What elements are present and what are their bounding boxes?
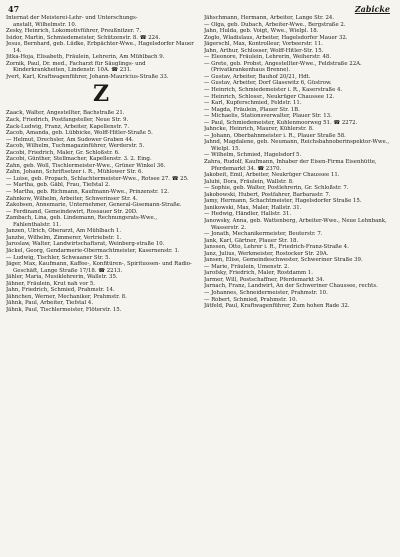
directory-entry: — Marie, Fräulein, Umenstr. 2.: [204, 263, 290, 270]
directory-entry: — Gustav, Arbeiter, Dorf Glasewitz 6, Güstrow.: [204, 80, 332, 87]
left-column: [6, 15, 196, 553]
directory-entry: Jähnchen, Werner, Mechaniker, Prahmstr. 8.: [6, 293, 127, 300]
directory-entry: Zacob, Wilhelm, Tuchmagazinführer, Werderstr. 5.: [6, 143, 145, 150]
directory-entry: Jamy, Hermann, Schachtmeister, Hagelsdorfer Straße 15.: [204, 198, 362, 205]
directory-entry: Janikowski, Max, Maler, Hallstr. 31.: [204, 204, 302, 211]
directory-entry: Jähner, Fräulein, Krut nah vor 5.: [6, 280, 96, 287]
directory-entry: — Eleonore, Fräulein, Lehrerin, Weiherstr. 48.: [204, 54, 332, 61]
directory-entry: — Grete, geb. Probst, Angestellter-Wwe., Feldstraße 22A. (Privatkrankenhaus Brenne).: [204, 60, 362, 74]
directory-entry: Jesus, Bernhard, geb. Lüdke, Erbpächter-Wwe., Hagelsdorfer Mauer 14.: [6, 41, 194, 54]
page-number: 47: [8, 4, 20, 14]
directory-entry: — Wilhelm, Schmied, Hagelsdorf 5.: [204, 152, 302, 159]
left-entries-after: [6, 110, 196, 313]
directory-entry: Jahn, Arthur, Schlosser, Wolff-Hitler-Str. 15.: [204, 47, 324, 54]
directory-entry: Janz, Julius, Werkmeister, Rostocker Str. 29A.: [204, 250, 329, 257]
directory-entry: Zacobi, Günther, Stellmacher, Kapellenstr. 3. 2. Eing.: [6, 156, 152, 163]
directory-entry: Jakobowski, Hubert, Postfahrer, Barbarastr. 7.: [204, 191, 331, 198]
directory-entry: — Luise, geb. Propach, Schlachtermeister-Wwe., Rotsee 27. ☎ 25.: [6, 175, 189, 182]
directory-entry: Jaroslaw, Walter, Landwirtschaftsrat, Weinberg-straße 10.: [6, 241, 165, 248]
directory-entry: — Magda, Fräulein, Plauer Str. 1B.: [204, 106, 300, 113]
directory-entry: — Robert, Schmied, Prahmstr. 10.: [204, 296, 298, 303]
directory-entry: Jäger, Max, Kaufmann, Kaffee-, Konfitüren-, Spirituosen- und Radio-Geschäft, Lange Straße 17/18. ☎ 2213.: [6, 261, 192, 274]
directory-entry: — Karl, Kupferschmied, Feldstr. 11.: [204, 100, 302, 107]
directory-entry: — Paul, Schmiedemeister, Kuhlenmoorweg 51. ☎ 2272.: [204, 119, 358, 126]
directory-entry: Isidor, Martin, Schmiedemeister, Schützenstr. 8. ☎ 224.: [6, 34, 161, 41]
directory-entry: Zack-Ludwig, Franz, Arbeiter, Kapellenstr. 7.: [6, 123, 130, 130]
directory-entry: — Martha, geb. Richmann, Kaufmann-Wwe., Prinzenstr. 12.: [6, 189, 169, 196]
directory-entry: Jägerschl, Max, Kontrolleur, Vorbeerstr. 11.: [204, 41, 323, 48]
directory-entry: Jahnd, Magdalene, geb. Neumann, Reichsbahnoberinspektor-Wwe., Wielpl. 15.: [204, 139, 390, 152]
right-column: [204, 15, 394, 553]
directory-entry: Jalubi, Dora, Fräulein, Wallstr. 8.: [204, 178, 294, 185]
directory-entry: Jansen, Elise, Gemeindeschwester, Schweriner Straße 39.: [204, 257, 363, 264]
directory-entry: Janzen, Ulrich, Oberarzt, Am Mühlbach 1.: [6, 228, 122, 235]
directory-entry: — Jonath, Mechanikermeister, Beuterstr. 7.: [204, 231, 323, 238]
directory-entry: Zahn, Johann, Schriftsetzer i. R., Mühlower Str. 6.: [6, 169, 144, 176]
directory-entry: Jahn, Hulda, geb. Voigt, Wwe., Wielpl. 18.: [204, 28, 319, 35]
directory-entry: — Heinrich, Schmiedemeister i. R., Kaserstraße 4.: [204, 87, 343, 94]
directory-entry: Zaack, Walter, Angestellter, Bachstraße 21.: [6, 110, 125, 117]
directory-entry: — Helmut, Drechsler, Am Sudower Graben 44.: [6, 136, 134, 143]
directory-entry: — Michaelis, Stationsverwalter, Plauer Str. 13.: [204, 113, 332, 120]
directory-entry: Jarofsky, Friedrich, Maler, Rostdamm 1.: [204, 270, 313, 277]
running-head: Zabicke: [354, 4, 390, 14]
directory-entry: Jähnk, Paul, Tischlermeister, Flöterstr. 15.: [6, 306, 122, 313]
directory-entry: Zornik, Paul, Dr. med., Facharzt für Säuglings- und Kinderkrankheiten, Lindenstr. 10A. ☎ 231.: [6, 60, 146, 74]
directory-entry: Janzhe, Wilhelm, Zimmerer, Vertriebstr. 1.: [6, 234, 122, 241]
page-header: [6, 4, 394, 15]
directory-entry: Zahra, Rudolf, Kaufmann, Inhaber der Eisen-Firma Eisenhütte, Pferdemarkt 34. ☎ 2370.: [204, 159, 377, 172]
directory-entry: — Olga, geb. Dubach, Arbeiter-Wwe., Bergstraße 2.: [204, 21, 346, 28]
directory-entry: Jvert, Karl, Kraftwagenführer, Johann-Mauricius-Straße 33.: [6, 73, 169, 80]
directory-entry: Zahn, geb. Woll, Tischlermeister-Wwe., Grüner Winkel 36.: [6, 162, 166, 169]
directory-entry: Zoglo, Wladislaus, Arbeiter, Hagelsdorfer Mauer 32.: [204, 34, 348, 41]
directory-entry: Jakobeit, Emil, Arbeiter, Neukrüger Chaussee 11.: [204, 172, 340, 179]
directory-entry: Jätfeld, Paul, Kraftwagenführer, Zum hohen Rade 32.: [204, 303, 350, 310]
directory-entry: — Ludwig, Tischler, Schwaaner Str. 5.: [6, 254, 111, 261]
directory-entry: — Gustav, Arbeiter, Bauhof 20/21, Hdt.: [204, 73, 311, 80]
directory-entry: Jähschmann, Hermann, Arbeiter, Lange Str. 24.: [204, 15, 335, 21]
directory-entry: Zakobsen, Annemarie, Unternehmer, General-Gisemann-Straße.: [6, 202, 182, 209]
directory-entry: Zesky, Heinrich, Lokomotivführer, Preußnitzer. 7.: [6, 28, 142, 35]
directory-entry: — Ferdinand, Gemeindewirt, Rossauer Str. 20D.: [6, 208, 138, 215]
directory-entry: — Sophie, geb. Walter, Postlehrerin, Gr. Schloßstr. 7.: [204, 185, 349, 192]
columns: [6, 15, 394, 553]
directory-entry: Jähnk, Paul, Arbeiter, Tiefstal 4.: [6, 300, 94, 307]
directory-entry: Jäckel, Georg, Gendarmerie-Obermachtmeister, Kasernenstr. 1.: [6, 247, 180, 254]
directory-entry: Zacob, Amanda, geb. Lübbicke, Wolff-Hitler-Straße 5.: [6, 130, 153, 137]
directory-entry: Jank, Karl, Gärtner, Plauer Str. 18.: [204, 237, 299, 244]
directory-entry: Jitka-Hoja, Elisabeth, Fräulein, Lehrerin, Am Mühlbach 9.: [6, 54, 165, 61]
directory-entry: — Hedwig, Händler, Hallstr. 31.: [204, 211, 292, 218]
directory-entry: Zack, Friedrich, Postfangsteller, Neue Str. 9.: [6, 117, 129, 124]
directory-entry: Jarmer, Will, Postschaffner, Pferdemarkt 34.: [204, 276, 325, 283]
directory-entry: Jahncke, Heinrich, Maurer, Kühlerstr. 8.: [204, 126, 314, 133]
directory-entry: Janowsky, Anna, geb. Wattenberg, Arbeiter-Wwe., Neue Lehnbank, Wasserstr. 2.: [204, 217, 387, 231]
directory-entry: — Johann, Oberbahnmeister i. R., Plauer Straße 58.: [204, 132, 346, 139]
right-entries: [204, 15, 394, 310]
left-entries-before: [6, 15, 196, 80]
directory-entry: — Martha, geb. Gäbl, Frau, Tiefstal 2.: [6, 182, 110, 189]
directory-entry: Jahn, Friedrich, Schmied, Prahmstr. 14.: [6, 287, 115, 294]
directory-entry: Zacobi, Friedrich, Maler, Gr. Schloßstr. 6.: [6, 149, 120, 156]
directory-entry: — Heinrich, Schlossr., Neukrüger Chaussee 12.: [204, 93, 335, 100]
directory-entry: Jarnach, Franz, Landwirt, An der Schweriner Chaussee, rechts.: [204, 283, 378, 290]
directory-entry: Janssen, Otto, Lehrer i. R., Friedrich-Franz-Straße 4.: [204, 244, 349, 251]
directory-entry: — Johannes, Schneidermeister, Prahmstr. 10.: [204, 289, 328, 296]
directory-entry: Internat der Meisterei-Lehr- und Unterschungs- anstalt, Wilhelmstr. 10.: [6, 15, 138, 28]
directory-entry: Zambach, Lina, geb. Lindemann, Rechnungsrats-Wwe., Fahlenthalstr. 11.: [6, 215, 158, 228]
directory-entry: Jähler, Maria, Musiklehrerin, Wallstr. 35.: [6, 274, 118, 281]
directory-entry: Zahnkow, Wilhelm, Arbeiter, Schwerinser Str. 4.: [6, 195, 138, 202]
section-letter: Z: [92, 81, 110, 108]
